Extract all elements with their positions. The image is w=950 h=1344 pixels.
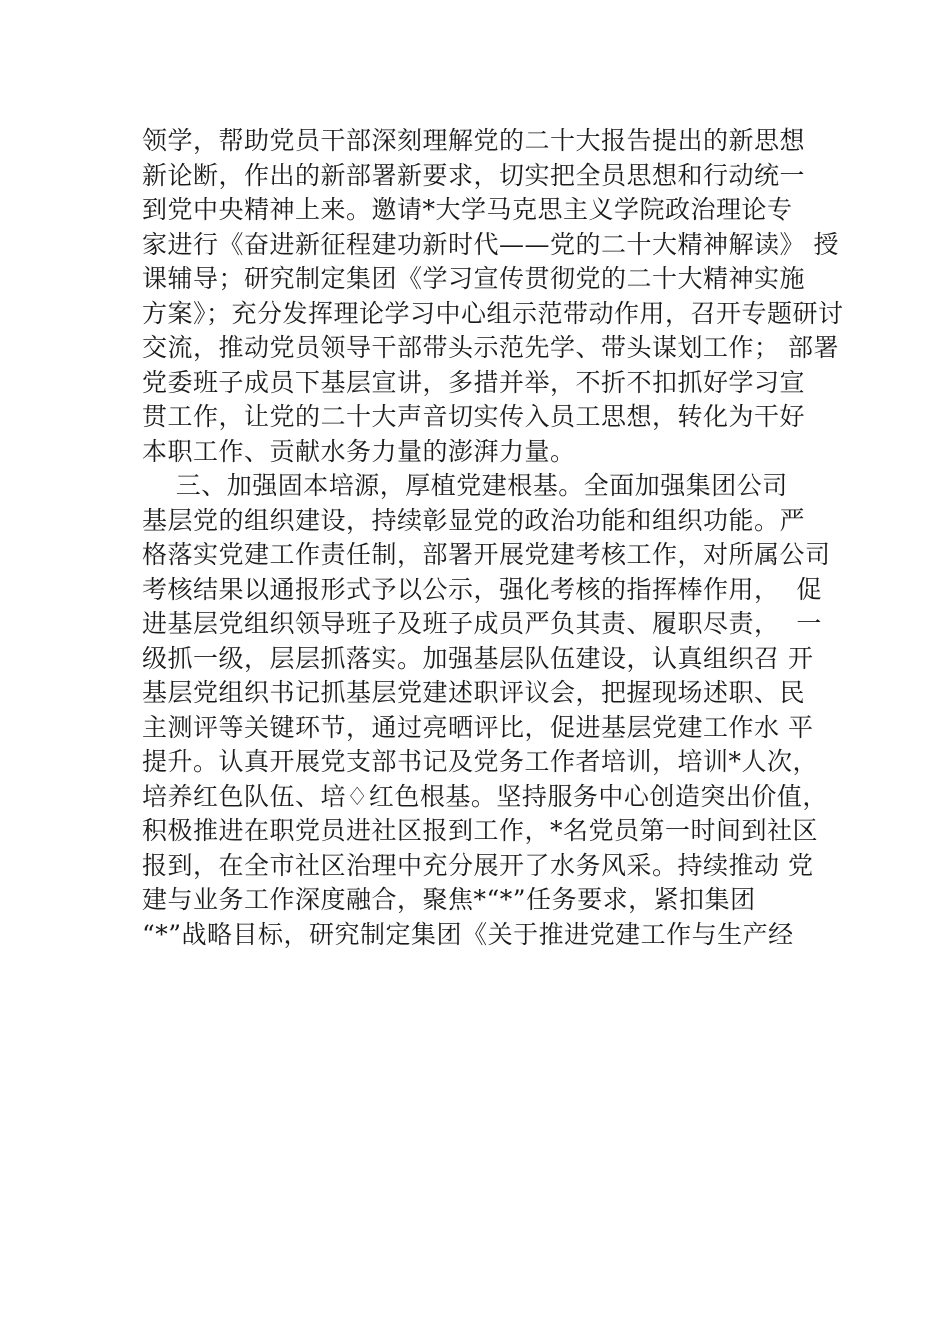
text-line: 提升。认真开展党支部书记及党务工作者培训，培训*人次， [142,747,819,776]
text-line: 党委班子成员下基层宣讲，多措并举，不折不扣抓好学习宣 [142,367,806,397]
document-body [142,124,842,952]
text-line: 格落实党建工作责任制，部署开展党建考核工作，对所属公司 [142,540,831,569]
text-line: 基层党组织书记抓基层党建述职评议会，把握现场述职、民 [142,678,806,707]
text-line: 新论断，作出的新部署新要求，切实把全员思想和行动统一 [142,160,806,190]
text-line: 级抓一级，层层抓落实。加强基层队伍建设，认真组织召 开 [142,643,814,673]
text-line: 建与业务工作深度融合，聚焦*“*”任务要求，紧扣集团 [142,885,756,914]
text-line: 方案》；充分发挥理论学习中心组示范带动作用，召开专题研讨 [142,298,844,328]
text-line: 培养红色队伍、培♢红色根基。坚持服务中心创造突出价值， [142,781,828,811]
text-line: 积极推进在职党员进社区报到工作，*名党员第一时间到社区 [142,816,819,845]
text-line: 本职工作、贡献水务力量的澎湃力量。 [142,436,576,466]
text-line: 到党中央精神上来。邀请*大学马克思主义学院政治理论专 [142,195,793,224]
text-line: 报到，在全市社区治理中充分展开了水务风采。持续推动 党 [142,850,814,880]
text-line: 基层党的组织建设，持续彰显党的政治功能和组织功能。严 [142,505,806,535]
text-line: “*”战略目标，研究制定集团《关于推进党建工作与生产经 [142,919,794,949]
text-line: 贯工作，让党的二十大声音切实传入员工思想，转化为干好 [142,402,806,431]
text-line: 进基层党组织领导班子及班子成员严负其责、履职尽责， 一 [142,609,822,638]
text-line: 家进行《奋进新征程建功新时代——党的二十大精神解读》 授 [142,229,839,259]
text-line: 领学，帮助党员干部深刻理解党的二十大报告提出的新思想 [142,126,806,155]
text-line: 考核结果以通报形式予以公示，强化考核的指挥棒作用， 促 [142,574,822,604]
section-heading-line: 三、加强固本培源，厚植党建根基。全面加强集团公司 [142,471,788,500]
text-line: 交流，推动党员领导干部带头示范先学、带头谋划工作； 部署 [142,333,839,362]
text-line: 课辅导；研究制定集团《学习宣传贯彻党的二十大精神实施 [142,264,806,293]
text-line: 主测评等关键环节，通过亮晒评比，促进基层党建工作水 平 [142,712,814,742]
